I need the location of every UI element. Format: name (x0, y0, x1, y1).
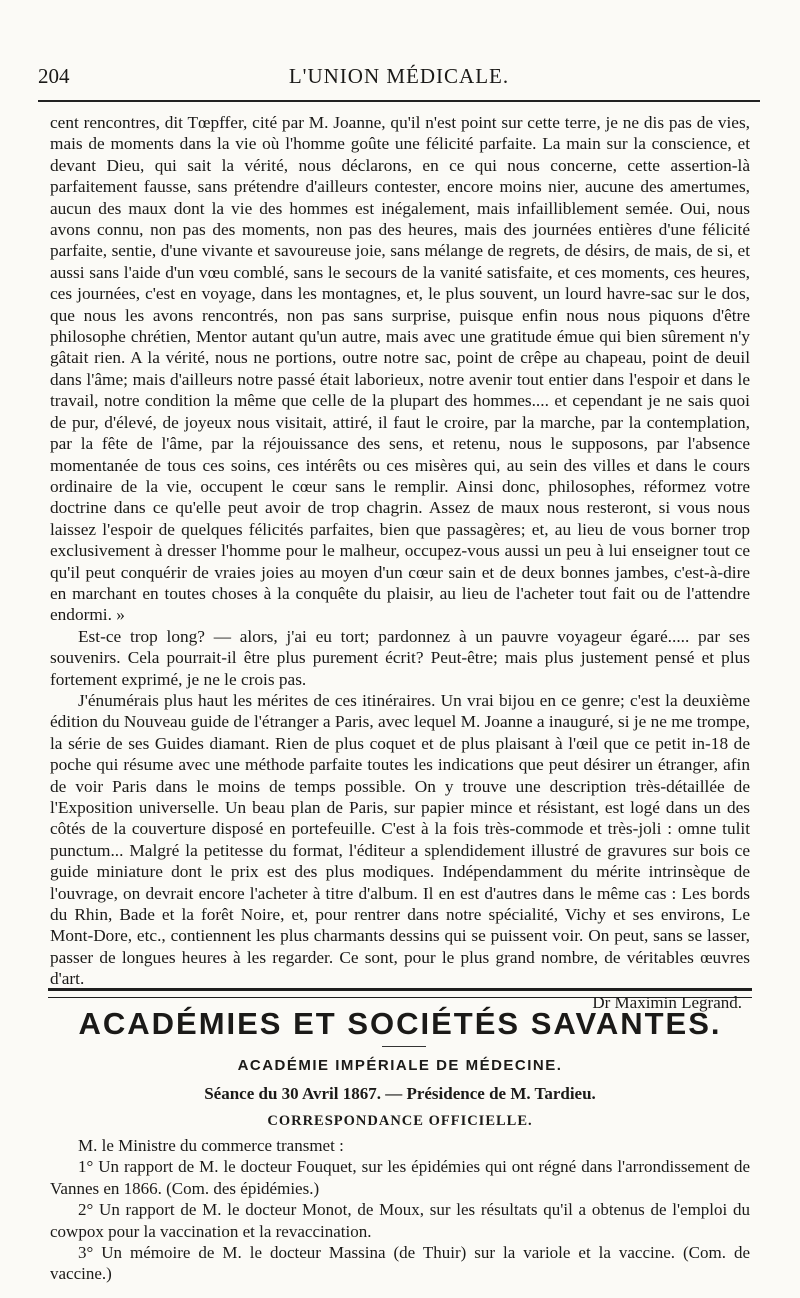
section-title: ACADÉMIES ET SOCIÉTÉS SAVANTES. (78, 1006, 722, 1041)
page-header (38, 64, 760, 94)
page-number: 204 (38, 64, 70, 88)
running-title: L'UNION MÉDICALE. (288, 64, 510, 88)
paragraph-quote: cent rencontres, dit Tœpffer, cité par M. Joanne, qu'il n'est point sur cette terre, je ne dis pas de vies, mais de moments dans la vie où l'homme goûte une félicité parfaite. La main sur la conscience, et devant Dieu, qui sait la vérité, nous déclarons, en ce qui nous concerne, cette assertion-là parfaitement fausse, sans prétendre d'ailleurs contester, encore moins nier, aucune des amertumes, aucun des maux dont la vie des hommes est inégalement, mais infailliblement semée. Oui, nous avons connu, non pas des moments, non pas des heures, mais des journées entières d'une félicité parfaite, sentie, d'une vivante et savoureuse joie, sans mélange de regrets, de désirs, de mais, de si, et aussi sans l'aide d'un vœu comblé, sans le secours de la vanité satisfaite, et ces moments, ces heures, ces journées, c'est en voyage, dans les montagnes, et, le plus souvent, un lourd havre-sac sur le dos, que nous les avons rencontrés, non pas sans surprise, puisque enfin nous nous piquons d'être philosophe chrétien, Mentor autant qu'un autre, mais avec une gratitude émue qui bien sûrement n'y gâtait rien. A la vérité, nous ne portions, outre notre sac, point de crêpe au chapeau, point de deuil dans l'âme; mais d'ailleurs notre passé était laborieux, notre avenir tout entier dans l'espoir et dans le travail, notre condition la même que celle de la plupart des hommes.... et cependant je ne sais quoi de pur, d'élevé, de joyeux nous visitait, attiré, il faut le croire, par la marche, par la contemplation, par la fête de l'âme, par la réjouissance des sens, et retenu, nous le supposons, par l'absence momentanée de tous ces soins, ces intérêts ou ces misères qui, au sein des villes et dans le cours ordinaire de la vie, occupent le cœur sans le remplir. Ainsi donc, philosophes, réformez votre doctrine dans ce qu'elle peut avoir de trop chagrin. Assez de maux nous resteront, si vous nous laissez l'espoir de quelques félicités parfaites, bien que passagères; et, au lieu de vous borner trop exclusivement à dresser l'homme pour le malheur, occupez-vous aussi un peu à lui enseigner tout ce qu'il peut conquérir de vraies joies au moyen d'un cœur sain et de deux bonnes jambes, c'est-à-dire en marchant en toutes choses à la conquête du plaisir, au lieu de l'acheter tout fait ou de l'attendre endormi. » (50, 113, 750, 625)
correspondance-list (50, 1135, 750, 1285)
paragraph-commentary: Est-ce trop long? — alors, j'ai eu tort; pardonnez à un pauvre voyageur égaré..... par ses souvenirs. Cela pourrait-il être plus purement écrit? Peut-être; mais plus justement pensé et plus fortement exprimé, je ne le crois pas. (50, 626, 750, 689)
title-underline (382, 1046, 426, 1047)
academy-heading: ACADÉMIE IMPÉRIALE DE MÉDECINE. (237, 1057, 563, 1074)
list-item: 1° Un rapport de M. le docteur Fouquet, sur les épidémies qui ont régné dans l'arrondissement de Vannes en 1866. (Com. des épidémies.) (50, 1157, 750, 1198)
list-item: 2° Un rapport de M. le docteur Monot, de Moux, sur les résultats qu'il a obtenus de l'emploi du cowpox pour la vaccination et la revaccination. (50, 1200, 750, 1241)
paragraph-guides: J'énumérais plus haut les mérites de ces itinéraires. Un vrai bijou en ce genre; c'est la deuxième édition du Nouveau guide de l'étranger a Paris, avec lequel M. Joanne a inauguré, si je ne me trompe, la série de ses Guides diamant. Rien de plus coquet et de plus plaisant à l'œil que ce petit in-18 de poche qui résume avec une méthode parfaite toutes les indications que peut désirer un étranger, afin de voir Paris dans le moins de temps possible. On y trouve une description très-détaillée de l'Exposition universelle. Un beau plan de Paris, sur papier mince et résistant, est logé dans un des côtés de la couverture disposé en portefeuille. C'est à la fois très-commode et très-joli : omne tulit punctum... Malgré la petitesse du format, l'éditeur a splendidement illustré de gravures sur bois ce guide miniature dont le prix est des plus modiques. Indépendamment du mérite intrinsèque de l'ouvrage, on devrait encore l'acheter à titre d'album. Il en est d'autres dans le même cas : Les bords du Rhin, Bade et la forêt Noire, et, pour rentrer dans notre spécialité, Vichy et ses environs, Le Mont-Dore, etc., contiennent les plus charmants dessins qui se puissent voir. On peut, sans se lasser, passer de longues heures à les regarder. Ce sont, pour le plus grand nombre, de véritables œuvres d'art. (50, 690, 750, 989)
author-signature: Dr Maximin Legrand. (592, 992, 742, 1012)
header-rule (38, 100, 760, 102)
list-item: M. le Ministre du commerce transmet : (78, 1136, 344, 1155)
list-item: 3° Un mémoire de M. le docteur Massina (de Thuir) sur la variole et la vaccine. (Com. de vaccine.) (50, 1243, 750, 1284)
section-divider (48, 988, 752, 998)
session-line: Séance du 30 Avril 1867. — Présidence de M. Tardieu. (204, 1084, 596, 1103)
article-body (50, 112, 750, 1013)
correspondance-heading: CORRESPONDANCE OFFICIELLE. (267, 1113, 533, 1129)
